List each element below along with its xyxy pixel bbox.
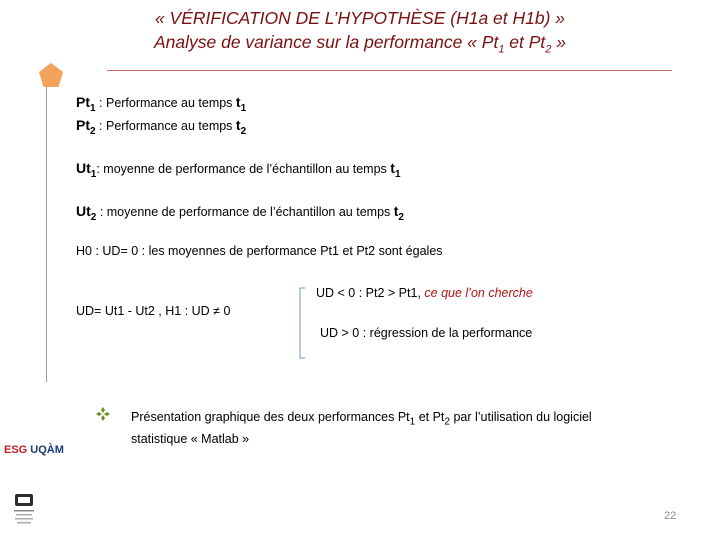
term-sub: 1 — [90, 103, 96, 115]
bullet-sub: 1 — [409, 416, 416, 428]
definition-pt1 — [76, 94, 246, 114]
logo-esg: ESG — [4, 444, 28, 456]
time-sub: 2 — [398, 212, 404, 224]
time-var: t — [390, 160, 395, 176]
term-sub: 2 — [90, 212, 97, 224]
term: Pt — [76, 94, 90, 110]
esg-uqam-logo — [0, 440, 70, 540]
definition-text: : moyenne de performance de l’échantillon au temps — [96, 205, 394, 219]
bullet-line-2: statistique « Matlab » — [131, 432, 250, 446]
slide-title: « VÉRIFICATION DE L’HYPOTHÈSE (H1a et H1b) » — [154, 8, 566, 28]
definition-text: : Performance au temps — [95, 119, 236, 133]
term: Ut — [76, 203, 91, 219]
subtitle-sub2: 2 — [545, 43, 552, 56]
ud-negative — [316, 286, 533, 300]
time-sub: 1 — [394, 169, 401, 181]
time-sub: 2 — [240, 126, 247, 138]
term: Ut — [76, 160, 91, 176]
logo-text — [4, 444, 64, 456]
time-var: t — [235, 117, 241, 133]
definition-text: : Performance au temps — [95, 96, 236, 110]
ud-positive: UD > 0 : régression de la performance — [320, 326, 533, 340]
ud-definition: UD= Ut1 - Ut2 , H1 : UD ≠ 0 — [76, 304, 231, 318]
bullet-sub: 2 — [444, 416, 450, 428]
time-var: t — [393, 203, 399, 219]
subtitle-sub1: 1 — [498, 43, 505, 56]
null-hypothesis: H0 : UD= 0 : les moyennes de performance Pt1 et Pt2 sont égales — [76, 244, 443, 258]
bullet-text: par l’utilisation du logiciel — [449, 410, 592, 424]
bullet-text: Présentation graphique des deux performances Pt — [131, 410, 410, 424]
time-sub: 1 — [240, 103, 247, 115]
seal-icon — [12, 492, 36, 536]
diamond-bullet-icon — [96, 407, 110, 421]
subtitle-prefix: Analyse de variance sur la performance « Pt — [153, 32, 499, 52]
definition-text: : moyenne de performance de l’échantillon au temps — [96, 162, 391, 176]
definition-ut1 — [76, 160, 401, 180]
term-sub: 1 — [90, 169, 97, 181]
slide-subtitle — [0, 32, 720, 56]
ud-negative-emphasis: ce que l’on cherche — [424, 286, 533, 300]
pentagon-icon — [38, 62, 64, 88]
ud-negative-text: UD < 0 : Pt2 > Pt1, — [316, 286, 425, 300]
subtitle-suffix: » — [551, 32, 567, 52]
bullet-line-1 — [131, 410, 592, 428]
page-number: 22 — [664, 510, 677, 522]
definition-pt2 — [76, 117, 246, 137]
term: Pt — [76, 117, 90, 133]
time-var: t — [235, 94, 241, 110]
left-rule — [46, 86, 47, 382]
bullet-text: et Pt — [415, 410, 445, 424]
logo-uqam: UQÀM — [30, 444, 64, 456]
term-sub: 2 — [90, 126, 96, 138]
subtitle-mid: et Pt — [504, 32, 546, 52]
definition-ut2 — [76, 203, 404, 223]
bracket — [296, 287, 306, 359]
title-divider — [107, 70, 672, 71]
